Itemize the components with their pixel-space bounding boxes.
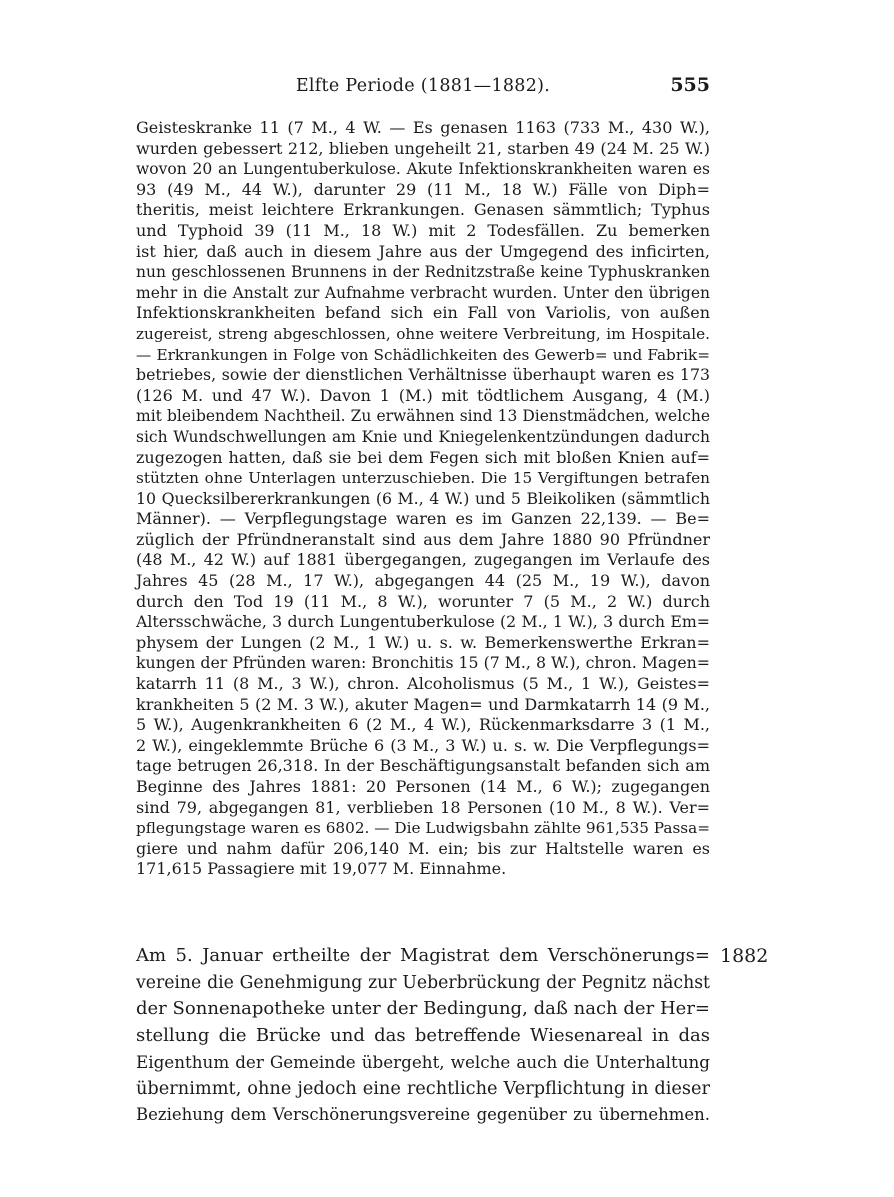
text-line: (126 M. und 47 W.). Davon 1 (M.) mit tödtlichem Ausgang, 4 (M.)	[136, 385, 710, 405]
text-line: krankheiten 5 (2 M. 3 W.), akuter Magen= und Darmkatarrh 14 (9 M.,	[136, 694, 710, 714]
text-line: 93 (49 M., 44 W.), darunter 29 (11 M., 18 W.) Fälle von Diph=	[136, 179, 710, 199]
text-line: mehr in die Anstalt zur Aufnahme verbracht wurden. Unter den übrigen	[136, 283, 710, 302]
text-line: kungen der Pfründen waren: Bronchitis 15 (7 M., 8 W.), chron. Magen=	[136, 653, 710, 673]
text-line: 171,615 Passagiere mit 19,077 M. Einnahme.	[136, 859, 507, 879]
text-line: tage betrugen 26,318. In der Beschäftigungsanstalt befanden sich am	[136, 756, 710, 776]
text-line: Infektionskrankheiten befand sich ein Fall von Variolis, von außen	[136, 303, 710, 323]
text-line: und Typhoid 39 (11 M., 18 W.) mit 2 Todesfällen. Zu bemerken	[136, 220, 710, 240]
text-line: ist hier, daß auch in diesem Jahre aus der Umgegend des inficirten,	[136, 241, 710, 261]
text-line: mit bleibendem Nachtheil. Zu erwähnen sind 13 Dienstmädchen, welche	[136, 407, 710, 426]
entry-line: übernimmt, ohne jedoch eine rechtliche Verpflichtung in dieser	[136, 1078, 710, 1099]
page-header	[136, 76, 710, 102]
body-paragraph	[136, 118, 710, 880]
entry-line: Beziehung dem Verschönerungsvereine gegenüber zu übernehmen.	[136, 1105, 710, 1124]
text-line: Geisteskranke 11 (7 M., 4 W. — Es genasen 1163 (733 M., 430 W.),	[136, 118, 710, 137]
text-line: wovon 20 an Lungentuberkulose. Akute Infektionskrankheiten waren es	[136, 160, 710, 179]
text-line: giere und nahm dafür 206,140 M. ein; bis zur Haltstelle waren es	[136, 838, 710, 858]
text-line: wurden gebessert 212, blieben ungeheilt 21, starben 49 (24 M. 25 W.)	[136, 138, 710, 158]
text-line: zugereist, streng abgeschlossen, ohne weitere Verbreitung, im Hospitale.	[136, 324, 710, 343]
text-line: theritis, meist leichtere Erkrankungen. Genasen sämmtlich; Typhus	[136, 200, 710, 220]
text-line: sind 79, abgegangen 81, verblieben 18 Personen (10 M., 8 W.). Ver=	[136, 797, 710, 817]
text-line: durch den Tod 19 (11 M., 8 W.), worunter 7 (5 M., 2 W.) durch	[136, 591, 710, 611]
text-line: züglich der Pfründneranstalt sind aus dem Jahre 1880 90 Pfründner	[136, 529, 710, 549]
running-title: Elfte Periode (1881—1882).	[295, 76, 551, 96]
text-line: 10 Quecksilbererkrankungen (6 M., 4 W.) und 5 Bleikoliken (sämmtlich	[136, 488, 710, 508]
entry-line: Am 5. Januar ertheilte der Magistrat dem Verschönerungs=	[136, 945, 710, 966]
entry-line: Eigenthum der Gemeinde übergeht, welche auch die Unterhaltung	[136, 1052, 710, 1072]
chronicle-entry	[136, 943, 710, 1129]
text-line: physem der Lungen (2 M., 1 W.) u. s. w. Bemerkenswerthe Erkran=	[136, 632, 710, 652]
entry-line: stellung die Brücke und das betreffende Wiesenareal in das	[136, 1024, 710, 1046]
text-line: Beginne des Jahres 1881: 20 Personen (14 M., 6 W.); zugegangen	[136, 777, 710, 796]
text-line: Männer). — Verpflegungstage waren es im Ganzen 22,139. — Be=	[136, 509, 710, 529]
text-line: — Erkrankungen in Folge von Schädlichkeiten des Gewerb= und Fabrik=	[136, 345, 710, 364]
text-line: nun geschlossenen Brunnens in der Rednitzstraße keine Typhuskranken	[136, 263, 710, 282]
text-line: 2 W.), eingeklemmte Brüche 6 (3 M., 3 W.) u. s. w. Die Verpflegungs=	[136, 735, 710, 755]
text-line: (48 M., 42 W.) auf 1881 übergegangen, zugegangen im Verlaufe des	[136, 550, 710, 570]
margin-year: 1882	[720, 945, 769, 967]
page-number: 555	[670, 74, 710, 96]
text-line: Jahres 45 (28 M., 17 W.), abgegangen 44 (25 M., 19 W.), davon	[136, 571, 710, 591]
text-line: katarrh 11 (8 M., 3 W.), chron. Alcoholismus (5 M., 1 W.), Geistes=	[136, 674, 710, 694]
text-line: pflegungstage waren es 6802. — Die Ludwigsbahn zählte 961,535 Passa=	[136, 819, 710, 838]
text-line: sich Wundschwellungen am Knie und Kniegelenkentzündungen dadurch	[136, 427, 710, 446]
text-line: Altersschwäche, 3 durch Lungentuberkulose (2 M., 1 W.), 3 durch Em=	[136, 612, 710, 632]
text-line: stützten ohne Unterlagen unterzuschieben. Die 15 Vergiftungen betrafen	[136, 469, 710, 488]
entry-line: der Sonnenapotheke unter der Bedingung, daß nach der Her=	[136, 998, 710, 1019]
text-line: zugezogen hatten, daß sie bei dem Fegen sich mit bloßen Knien auf=	[136, 447, 710, 467]
entry-line: vereine die Genehmigung zur Ueberbrückung der Pegnitz nächst	[136, 972, 710, 993]
text-line: betriebes, sowie der dienstlichen Verhältnisse überhaupt waren es 173	[136, 365, 710, 385]
text-line: 5 W.), Augenkrankheiten 6 (2 M., 4 W.), Rückenmarksdarre 3 (1 M.,	[136, 715, 710, 735]
